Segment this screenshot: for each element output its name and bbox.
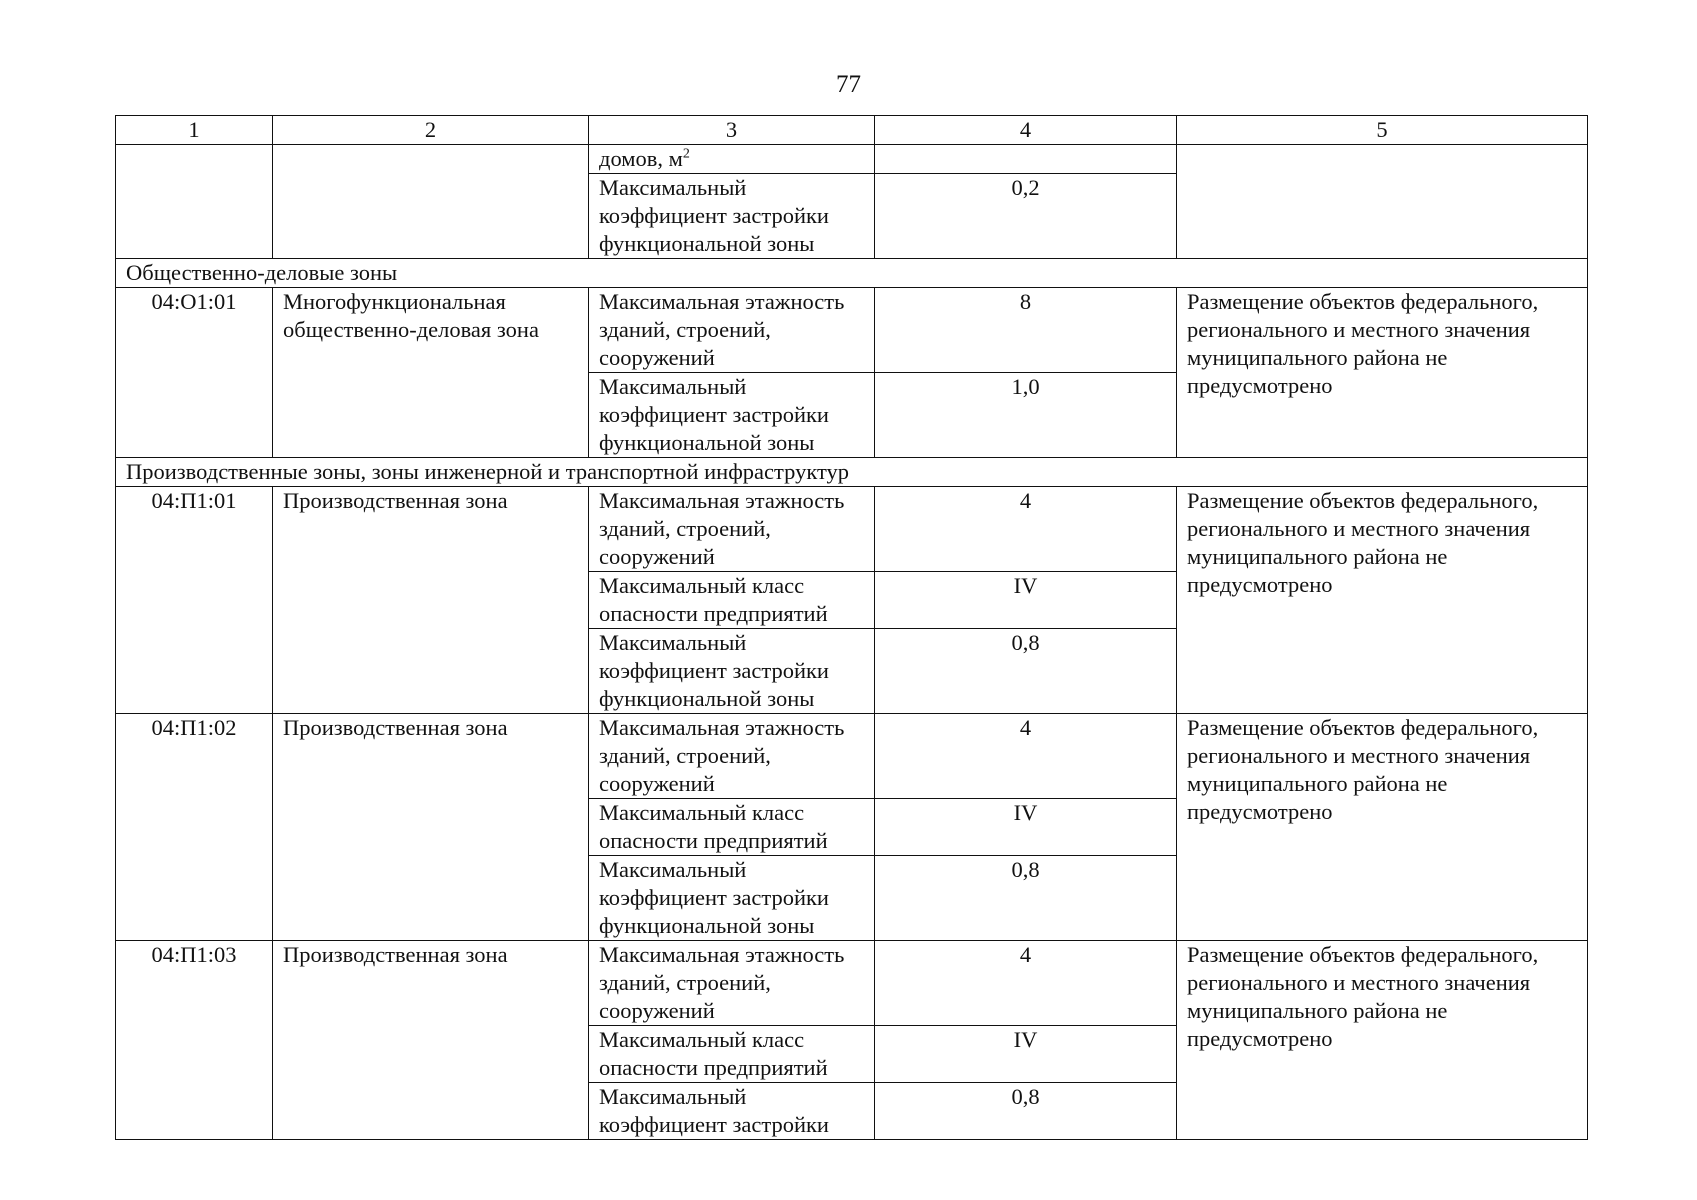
- param-value-cell: 4: [875, 714, 1177, 799]
- section-title: Производственные зоны, зоны инженерной и транспортной инфраструктур: [116, 458, 1588, 487]
- param-value-cell: 4: [875, 941, 1177, 1026]
- param-label-cell: Максимальный класс опасности предприятий: [589, 572, 875, 629]
- section-heading-row: [116, 259, 1588, 288]
- param-label-cell: Максимальная этажность зданий, строений, сооружений: [589, 941, 875, 1026]
- table-row: [116, 288, 1588, 373]
- table-row: [116, 941, 1588, 1026]
- param-label-cell: Максимальная этажность зданий, строений, сооружений: [589, 487, 875, 572]
- zone-name-cell: Производственная зона: [273, 941, 589, 1140]
- param-value-cell: 0,8: [875, 1083, 1177, 1140]
- column-header: 5: [1177, 116, 1588, 145]
- param-label-cell: Максимальный класс опасности предприятий: [589, 1026, 875, 1083]
- zone-note-cell: Размещение объектов федерального, регионального и местного значения муниципального района не предусмотрено: [1177, 714, 1588, 941]
- param-value-cell: IV: [875, 572, 1177, 629]
- table-row: [116, 714, 1588, 799]
- zone-note-cell: Размещение объектов федерального, регионального и местного значения муниципального района не предусмотрено: [1177, 288, 1588, 458]
- param-label-cell: Максимальный класс опасности предприятий: [589, 799, 875, 856]
- zones-table: [115, 115, 1588, 1140]
- table-header-row: [116, 116, 1588, 145]
- zone-name-cell: Производственная зона: [273, 487, 589, 714]
- param-label-cell: Максимальный коэффициент застройки: [589, 1083, 875, 1140]
- zone-note-cell: [1177, 145, 1588, 259]
- param-value-cell: 4: [875, 487, 1177, 572]
- param-value-cell: 0,8: [875, 856, 1177, 941]
- table-row: [116, 145, 1588, 174]
- zone-code-cell: [116, 145, 273, 259]
- param-label-cell: Максимальный коэффициент застройки функциональной зоны: [589, 174, 875, 259]
- zone-name-cell: [273, 145, 589, 259]
- param-value-cell: 1,0: [875, 373, 1177, 458]
- zone-code-cell: 04:П1:03: [116, 941, 273, 1140]
- section-heading-row: [116, 458, 1588, 487]
- param-value-cell: [875, 145, 1177, 174]
- zone-code-cell: 04:О1:01: [116, 288, 273, 458]
- param-label-cell: Максимальный коэффициент застройки функциональной зоны: [589, 856, 875, 941]
- zone-name-cell: Производственная зона: [273, 714, 589, 941]
- section-title: Общественно-деловые зоны: [116, 259, 1588, 288]
- param-value-cell: 8: [875, 288, 1177, 373]
- param-label-cell: Максимальная этажность зданий, строений, сооружений: [589, 714, 875, 799]
- param-label-cell: Максимальный коэффициент застройки функциональной зоны: [589, 373, 875, 458]
- zone-code-cell: 04:П1:01: [116, 487, 273, 714]
- zone-note-cell: Размещение объектов федерального, регионального и местного значения муниципального района не предусмотрено: [1177, 941, 1588, 1140]
- column-header: 3: [589, 116, 875, 145]
- param-label-cell: Максимальный коэффициент застройки функциональной зоны: [589, 629, 875, 714]
- zone-note-cell: Размещение объектов федерального, регионального и местного значения муниципального района не предусмотрено: [1177, 487, 1588, 714]
- param-value-cell: 0,8: [875, 629, 1177, 714]
- param-value-cell: 0,2: [875, 174, 1177, 259]
- column-header: 4: [875, 116, 1177, 145]
- column-header: 1: [116, 116, 273, 145]
- param-value-cell: IV: [875, 799, 1177, 856]
- param-value-cell: IV: [875, 1026, 1177, 1083]
- param-label-cell: Максимальная этажность зданий, строений, сооружений: [589, 288, 875, 373]
- param-label-cell: домов, $м^2$: [589, 145, 875, 174]
- zone-code-cell: 04:П1:02: [116, 714, 273, 941]
- table-row: [116, 487, 1588, 572]
- zone-name-cell: Многофункциональная общественно-деловая зона: [273, 288, 589, 458]
- column-header: 2: [273, 116, 589, 145]
- page-number: 77: [836, 71, 861, 98]
